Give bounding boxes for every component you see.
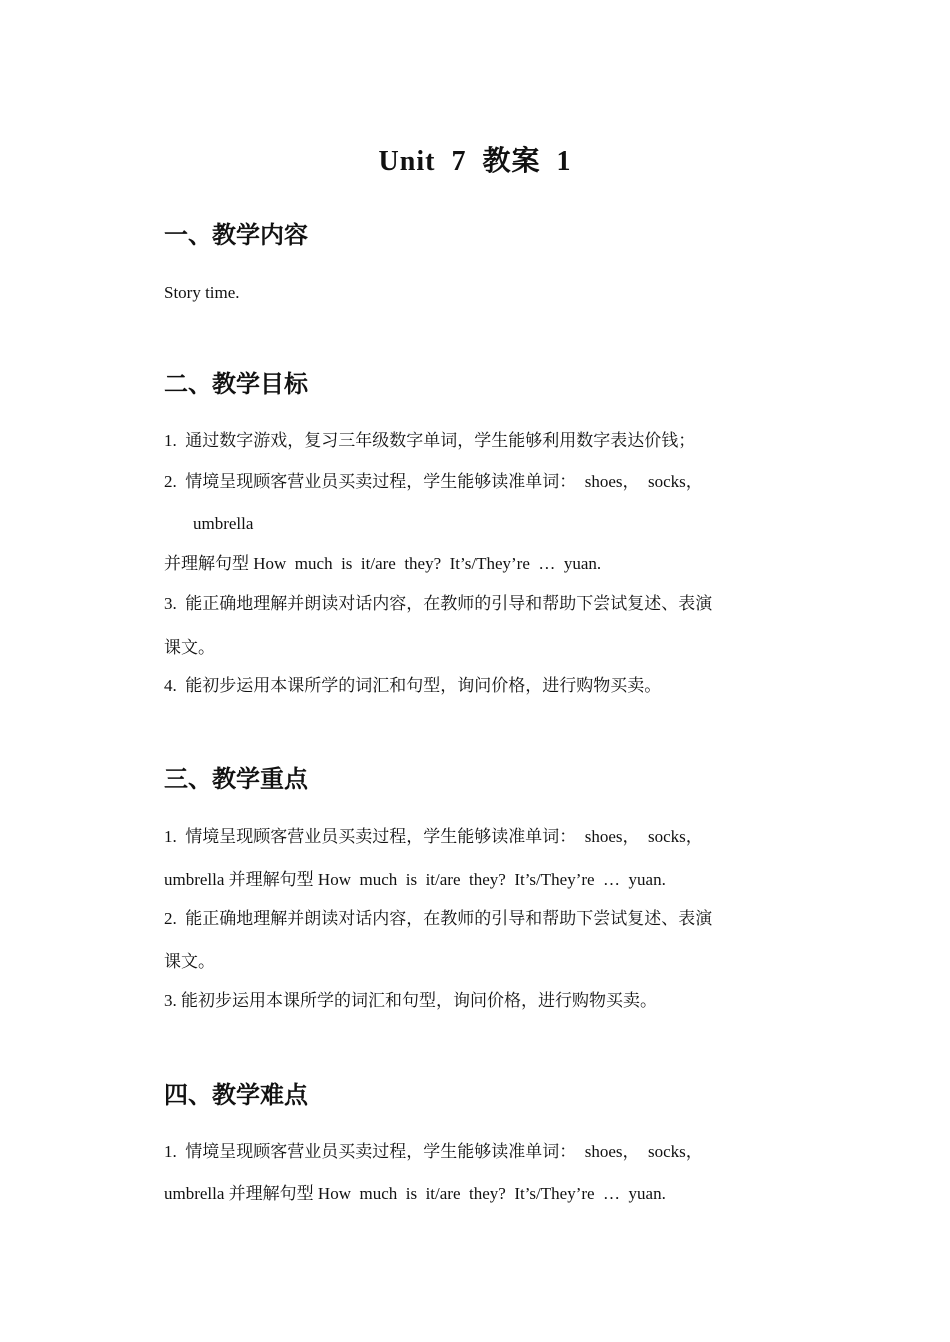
section-content-line: Story time. [164, 283, 240, 302]
key-points-line: 2. 能正确地理解并朗读对话内容，在教师的引导和帮助下尝试复述、表演 [164, 909, 713, 928]
section-heading-difficulties: 四、教学难点 [164, 1083, 308, 1109]
objectives-line: 3. 能正确地理解并朗读对话内容，在教师的引导和帮助下尝试复述、表演 [164, 594, 713, 613]
page-title: Unit 7 教案 1 [378, 146, 572, 177]
objectives-line: 并理解句型 How much is it/are they? It’s/They’re … yuan. [164, 554, 602, 573]
section-heading-objectives: 二、教学目标 [164, 372, 308, 398]
objectives-line: 2. 情境呈现顾客营业员买卖过程，学生能够读准单词： shoes， socks， [164, 472, 703, 491]
key-points-line: 3. 能初步运用本课所学的词汇和句型，询问价格，进行购物买卖。 [164, 991, 657, 1010]
key-points-line: 1. 情境呈现顾客营业员买卖过程，学生能够读准单词： shoes， socks， [164, 827, 703, 846]
objectives-line: umbrella [193, 514, 254, 533]
difficulties-line: 1. 情境呈现顾客营业员买卖过程，学生能够读准单词： shoes， socks， [164, 1142, 703, 1161]
objectives-line: 4. 能初步运用本课所学的词汇和句型，询问价格，进行购物买卖。 [164, 676, 662, 695]
objectives-line: 1. 通过数字游戏，复习三年级数字单词，学生能够利用数字表达价钱； [164, 431, 696, 450]
key-points-line: umbrella 并理解句型 How much is it/are they? It’s/They’re … yuan. [164, 870, 666, 889]
section-heading-key-points: 三、教学重点 [164, 767, 308, 793]
section-heading-content: 一、教学内容 [164, 223, 308, 249]
difficulties-line: umbrella 并理解句型 How much is it/are they? It’s/They’re … yuan. [164, 1184, 666, 1203]
key-points-line: 课文。 [164, 952, 215, 971]
objectives-line: 课文。 [164, 638, 215, 657]
